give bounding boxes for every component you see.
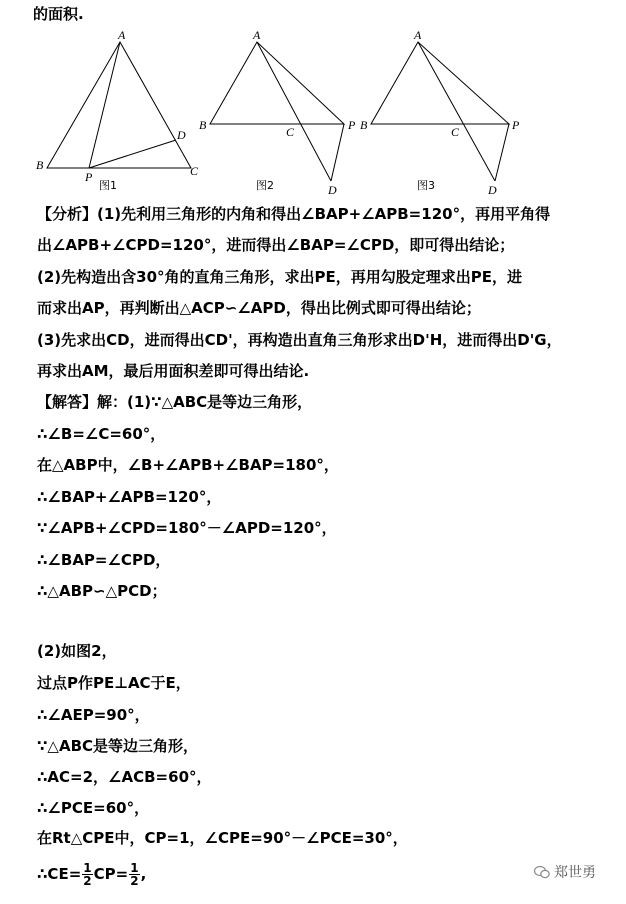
- fig3-label-d: D: [488, 183, 497, 197]
- text-line: ∴∠BAP=∠CPD，: [37, 551, 171, 569]
- fraction-2-den: 2: [130, 874, 139, 888]
- fig1-label-d: D: [177, 128, 186, 142]
- text-line: 在△ABP中，∠B+∠APB+∠BAP=180°，: [37, 456, 339, 474]
- fig2-label-c: C: [286, 125, 295, 139]
- fig2-caption: 图2: [256, 179, 274, 192]
- fig2-label-a: A: [253, 28, 261, 42]
- text-line: ∴AC=2，∠ACB=60°，: [37, 768, 212, 786]
- text-line: 而求出AP，再判断出△ACP∽∠APD，得出比例式即可得出结论；: [37, 299, 481, 317]
- text-line: ∴∠PCE=60°，: [37, 799, 150, 817]
- text-line: 【分析】(1)先利用三角形的内角和得出∠BAP+∠APB=120°，再用平角得: [37, 205, 551, 223]
- text-line: (2)先构造出含30°角的直角三角形，求出PE，再用勾股定理求出PE，进: [37, 268, 523, 286]
- fig1-label-a: A: [118, 28, 126, 42]
- frac-line-suffix: ,: [140, 865, 147, 883]
- text-line: ∴∠AEP=90°，: [37, 706, 150, 724]
- chat-bubble-icon: [534, 865, 550, 879]
- top-line: 的面积.: [33, 5, 84, 23]
- text-line: ∴△ABP∽△PCD；: [37, 582, 167, 600]
- frac-line-mid: CP=: [93, 865, 129, 883]
- text-line: 在Rt△CPE中，CP=1，∠CPE=90°－∠PCE=30°，: [37, 829, 408, 847]
- fraction-1: [82, 862, 92, 887]
- fraction-2-num: 1: [130, 861, 139, 875]
- figures: [0, 28, 626, 200]
- watermark-text: 郑世勇: [554, 865, 596, 881]
- fig3-label-b: B: [360, 118, 368, 132]
- fig3-label-p: P: [512, 118, 520, 132]
- fig2-label-b: B: [199, 118, 207, 132]
- text-line: (2)如图2，: [37, 642, 117, 660]
- text-line: ∵△ABC是等边三角形，: [37, 737, 199, 755]
- fraction-1-den: 2: [83, 874, 92, 888]
- fig1-caption: 图1: [99, 179, 117, 192]
- text-line: (3)先求出CD，进而得出CD'，再构造出直角三角形求出D'H，进而得出D'G，: [37, 331, 562, 349]
- text-line: ∴∠B=∠C=60°，: [37, 425, 166, 443]
- fig3-label-c: C: [451, 125, 460, 139]
- frac-line-prefix: ∴CE=: [37, 865, 82, 883]
- fig2-label-p: P: [348, 118, 356, 132]
- text-line: 再求出AM，最后用面积差即可得出结论.: [37, 362, 310, 380]
- fraction-line: [37, 862, 146, 887]
- fig2-label-d: D: [328, 183, 337, 197]
- fig1-label-c: C: [190, 164, 199, 178]
- figure-3: [371, 42, 509, 181]
- fig3-label-a: A: [414, 28, 422, 42]
- fraction-2: [129, 862, 139, 887]
- figure-2: [210, 42, 344, 181]
- text-line: 出∠APB+∠CPD=120°，进而得出∠BAP=∠CPD，即可得出结论；: [37, 236, 515, 254]
- text-line: ∵∠APB+∠CPD=180°－∠APD=120°，: [37, 519, 337, 537]
- text-line: 过点P作PE⊥AC于E，: [37, 674, 191, 692]
- fraction-1-num: 1: [83, 861, 92, 875]
- text-line: 【解答】解：(1)∵△ABC是等边三角形，: [37, 393, 313, 411]
- fig3-caption: 图3: [417, 179, 435, 192]
- fig1-label-p: P: [85, 170, 93, 184]
- figure-1: [47, 42, 191, 168]
- watermark: [534, 862, 596, 882]
- text-line: ∴∠BAP+∠APB=120°，: [37, 488, 222, 506]
- fig1-label-b: B: [36, 158, 44, 172]
